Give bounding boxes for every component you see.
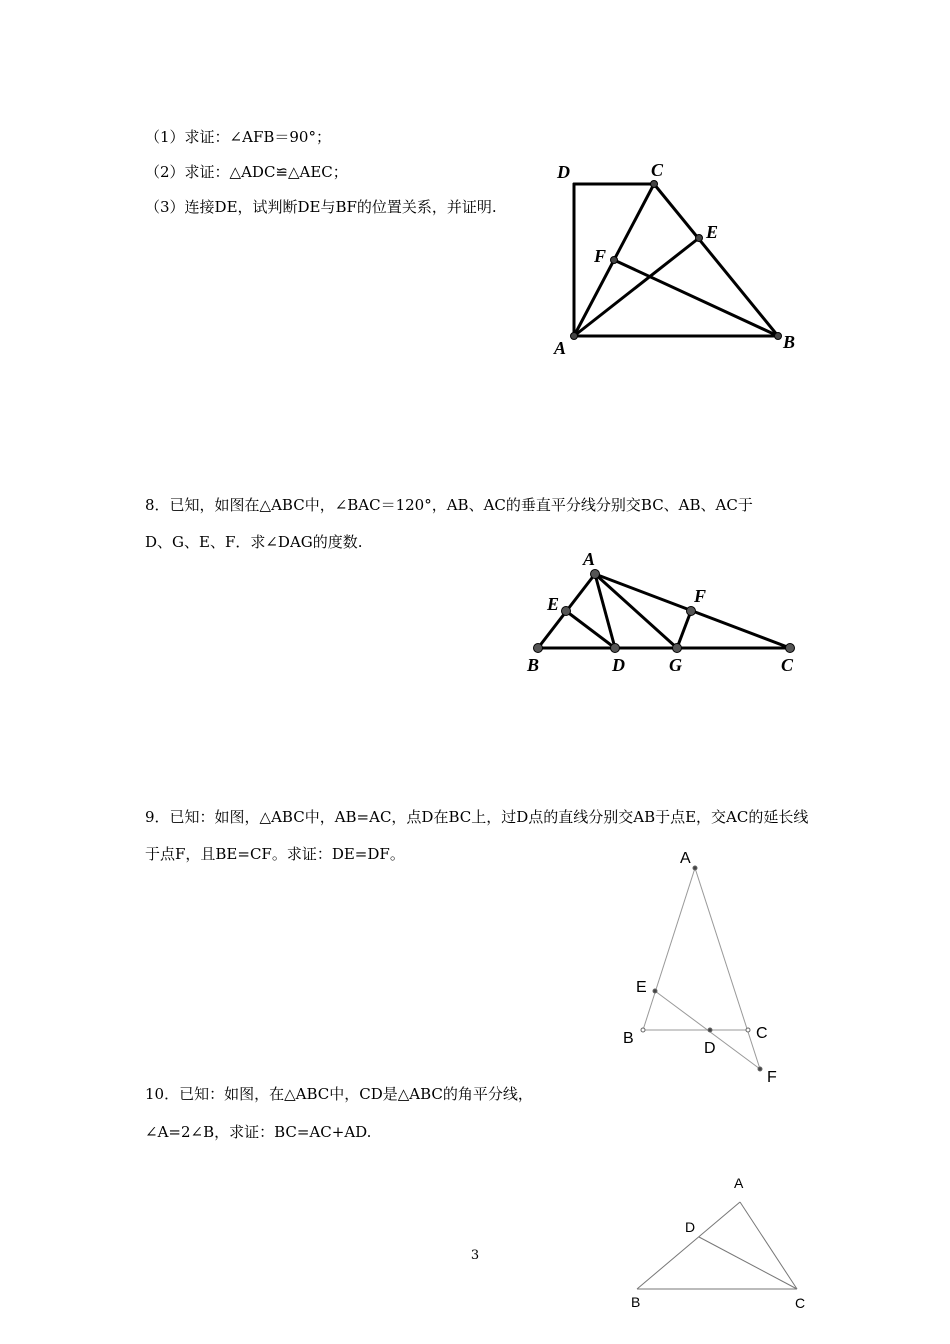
- p9-label-F: F: [767, 1069, 777, 1086]
- p7-label-E: E: [706, 222, 719, 242]
- problem7-figure: [0, 0, 950, 420]
- p8-label-G: G: [669, 655, 682, 675]
- p7-label-A: A: [554, 338, 567, 358]
- problem9-line1: 9．已知：如图，△ABC中，AB=AC，点D在BC上，过D点的直线分别交AB于点E，交AC的延长线: [145, 808, 809, 826]
- problem8-figure: [0, 540, 950, 690]
- p10-label-D: D: [685, 1219, 696, 1235]
- p7-label-B: B: [783, 332, 796, 352]
- p8-label-C: C: [781, 655, 794, 675]
- p9-label-D: D: [704, 1040, 716, 1057]
- problem8-line2: D、G、E、F．求∠DAG的度数.: [145, 533, 363, 551]
- p9-label-A: A: [680, 850, 691, 867]
- problem10-line1: 10．已知：如图，在△ABC中，CD是△ABC的角平分线，: [145, 1085, 533, 1103]
- problem10-line2: ∠A=2∠B，求证：BC=AC+AD.: [145, 1123, 372, 1141]
- problem9-line2: 于点F，且BE=CF。求证：DE=DF。: [145, 845, 405, 863]
- p8-label-B: B: [527, 655, 540, 675]
- p8-label-F: F: [694, 586, 707, 606]
- p8-label-D: D: [612, 655, 625, 675]
- p7-label-D: D: [557, 162, 570, 182]
- p8-label-A: A: [583, 549, 596, 569]
- problem7-part3: （3）连接DE，试判断DE与BF的位置关系，并证明.: [145, 198, 497, 216]
- problem7-part1: （1）求证：∠AFB＝90°；: [145, 128, 331, 146]
- problem7-part2: （2）求证：△ADC≌△AEC；: [145, 163, 348, 181]
- p7-label-C: C: [651, 160, 664, 180]
- problem8-line1: 8．已知，如图在△ABC中，∠BAC＝120°，AB、AC的垂直平分线分别交BC、AB、AC于: [145, 496, 753, 514]
- p7-label-F: F: [594, 246, 607, 266]
- p10-label-B: B: [631, 1294, 641, 1310]
- p10-label-A: A: [734, 1175, 744, 1191]
- problem9-figure: [0, 840, 950, 1100]
- p9-label-C: C: [756, 1025, 768, 1042]
- page-number: 3: [470, 1248, 480, 1263]
- p10-label-C: C: [795, 1295, 806, 1311]
- p9-label-E: E: [636, 979, 647, 996]
- p8-label-E: E: [547, 594, 560, 614]
- p9-label-B: B: [623, 1030, 634, 1047]
